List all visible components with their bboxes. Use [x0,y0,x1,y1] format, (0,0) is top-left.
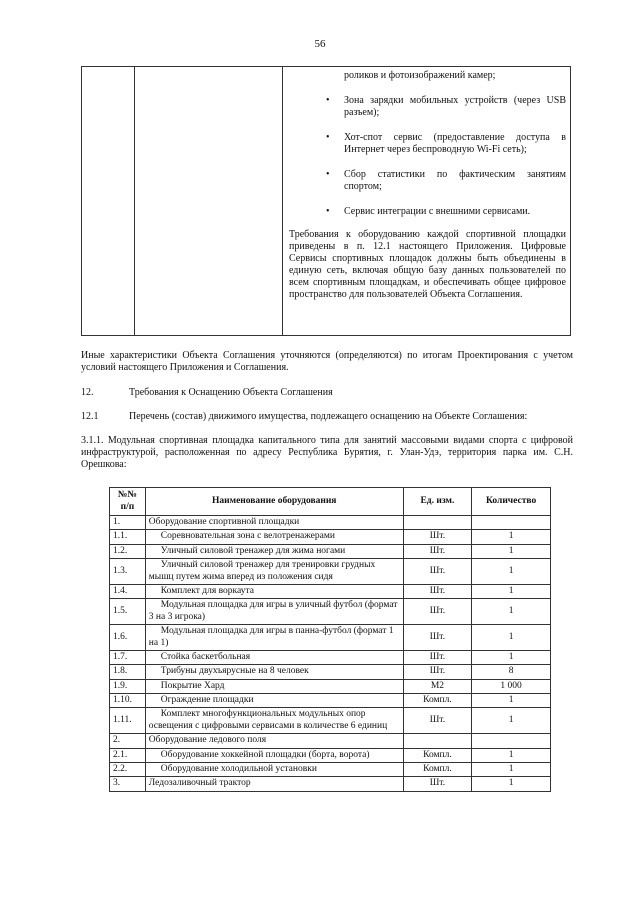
unit: Шт. [403,650,472,664]
list-item [289,169,566,193]
equipment-name: Оборудование холодильной установки [145,763,403,777]
table-body [110,516,551,792]
bullet-icon: • [326,132,330,143]
equipment-name: Оборудование ледового поля [145,734,403,748]
other-characteristics-paragraph: Иные характеристики Объекта Соглашения уточняются (определяются) по итогам Проектирования с учетом условий настоящего Приложения и Соглашения. [81,350,573,373]
equipment-name: Уличный силовой тренажер для жима ногами [145,544,403,558]
bullet-icon: • [326,95,330,106]
equipment-name: Оборудование спортивной площадки [145,516,403,530]
table-row [110,734,551,748]
table-header-row [110,488,551,516]
bullet-icon: • [326,206,330,217]
section-heading [81,387,573,399]
equipment-table [109,487,551,792]
column-header: Наименование оборудования [145,488,403,516]
quantity: 1 [472,584,551,598]
row-number: 1.3. [110,559,146,585]
feature-list [289,70,566,218]
table-row [110,516,551,530]
equipment-name: Стойка баскетбольная [145,650,403,664]
equipment-name: Модульная площадка для игры в панна-футбол (формат 1 на 1) [145,625,403,651]
unit: Компл. [403,694,472,708]
list-item [289,70,566,82]
unit: М2 [403,679,472,693]
column-header: Ед. изм. [403,488,472,516]
quantity: 1 [472,559,551,585]
list-item [289,206,566,218]
table-row [110,679,551,693]
quantity [472,516,551,530]
section-number: 12. [81,387,94,398]
row-number: 1.1. [110,530,146,544]
equipment-name: Ограждение площадки [145,694,403,708]
subsection-title: Перечень (состав) движимого имущества, подлежащего оснащению на Объекте Соглашения: [129,411,528,422]
unit: Компл. [403,748,472,762]
quantity: 1 [472,544,551,558]
column-header: Количество [472,488,551,516]
quantity: 1 000 [472,679,551,693]
quantity: 1 [472,530,551,544]
row-number: 3. [110,777,146,791]
table-row [110,777,551,791]
page-number: 56 [314,38,326,50]
list-item-text: Хот-спот сервис (предоставление доступа в Интернет через беспроводную Wi-Fi сеть); [344,132,566,155]
unit: Компл. [403,763,472,777]
subsection-heading [81,411,573,423]
table-row [110,708,551,734]
continuation-cell [289,70,566,301]
table-row [110,584,551,598]
unit [403,734,472,748]
row-number: 2.2. [110,763,146,777]
table-row [110,650,551,664]
equipment-name: Ледозаливочный трактор [145,777,403,791]
equipment-name: Соревновательная зона с велотренажерами [145,530,403,544]
item-paragraph: 3.1.1. Модульная спортивная площадка капитального типа для занятий массовыми видами спорта с цифровой инфраструктурой, расположенная по адресу Республика Бурятия, г. Улан-Удэ, территория парка им. С.Н. Орешкова: [81,435,573,470]
continuation-table [81,66,571,336]
row-number: 2. [110,734,146,748]
unit [403,516,472,530]
quantity: 1 [472,748,551,762]
list-item-text: Сбор статистики по фактическим занятиям спортом; [344,169,566,192]
unit: Шт. [403,599,472,625]
list-item-text: Сервис интеграции с внешними сервисами. [344,206,531,217]
quantity: 8 [472,665,551,679]
row-number: 2.1. [110,748,146,762]
table-row [110,530,551,544]
equipment-name: Комплект для воркаута [145,584,403,598]
row-number: 1.2. [110,544,146,558]
column-header: №№ п/п [110,488,146,516]
list-item-text: роликов и фотоизображений камер; [344,70,496,81]
list-item [289,132,566,156]
list-item [289,95,566,119]
row-number: 1.8. [110,665,146,679]
row-number: 1.10. [110,694,146,708]
row-number: 1.6. [110,625,146,651]
equipment-name: Покрытие Хард [145,679,403,693]
requirements-paragraph: Требования к оборудованию каждой спортивной площадки приведены в п. 12.1 настоящего Приложения. Цифровые Сервисы спортивных площадок должны быть объединены в единую сеть, включая общую базу данных пользователей по всем спортивным площадкам, и обеспечивать общее цифровое пространство для пользователей Объекта Соглашения. [289,229,566,300]
quantity: 1 [472,694,551,708]
quantity: 1 [472,763,551,777]
quantity: 1 [472,625,551,651]
table-divider [282,67,283,335]
row-number: 1.5. [110,599,146,625]
table-row [110,763,551,777]
section-title: Требования к Оснащению Объекта Соглашения [129,387,333,398]
quantity: 1 [472,708,551,734]
table-row [110,748,551,762]
table-row [110,665,551,679]
unit: Шт. [403,777,472,791]
table-row [110,544,551,558]
quantity: 1 [472,777,551,791]
unit: Шт. [403,625,472,651]
equipment-name: Комплект многофункциональных модульных опор освещения с цифровыми сервисами в количестве 6 единиц [145,708,403,734]
table-row [110,559,551,585]
row-number: 1.4. [110,584,146,598]
equipment-name: Трибуны двухъярусные на 8 человек [145,665,403,679]
equipment-name: Оборудование хоккейной площадки (борта, ворота) [145,748,403,762]
bullet-icon: • [326,169,330,180]
table-divider [134,67,135,335]
table-row [110,625,551,651]
unit: Шт. [403,559,472,585]
row-number: 1. [110,516,146,530]
equipment-name: Модульная площадка для игры в уличный футбол (формат 3 на 3 игрока) [145,599,403,625]
unit: Шт. [403,708,472,734]
row-number: 1.11. [110,708,146,734]
unit: Шт. [403,530,472,544]
quantity: 1 [472,650,551,664]
unit: Шт. [403,665,472,679]
table-row [110,694,551,708]
list-item-text: Зона зарядки мобильных устройств (через USB разъем); [344,95,566,118]
equipment-name: Уличный силовой тренажер для тренировки грудных мышц путем жима вперед из положения сидя [145,559,403,585]
row-number: 1.9. [110,679,146,693]
unit: Шт. [403,544,472,558]
unit: Шт. [403,584,472,598]
quantity [472,734,551,748]
subsection-number: 12.1 [81,411,99,422]
row-number: 1.7. [110,650,146,664]
quantity: 1 [472,599,551,625]
table-row [110,599,551,625]
